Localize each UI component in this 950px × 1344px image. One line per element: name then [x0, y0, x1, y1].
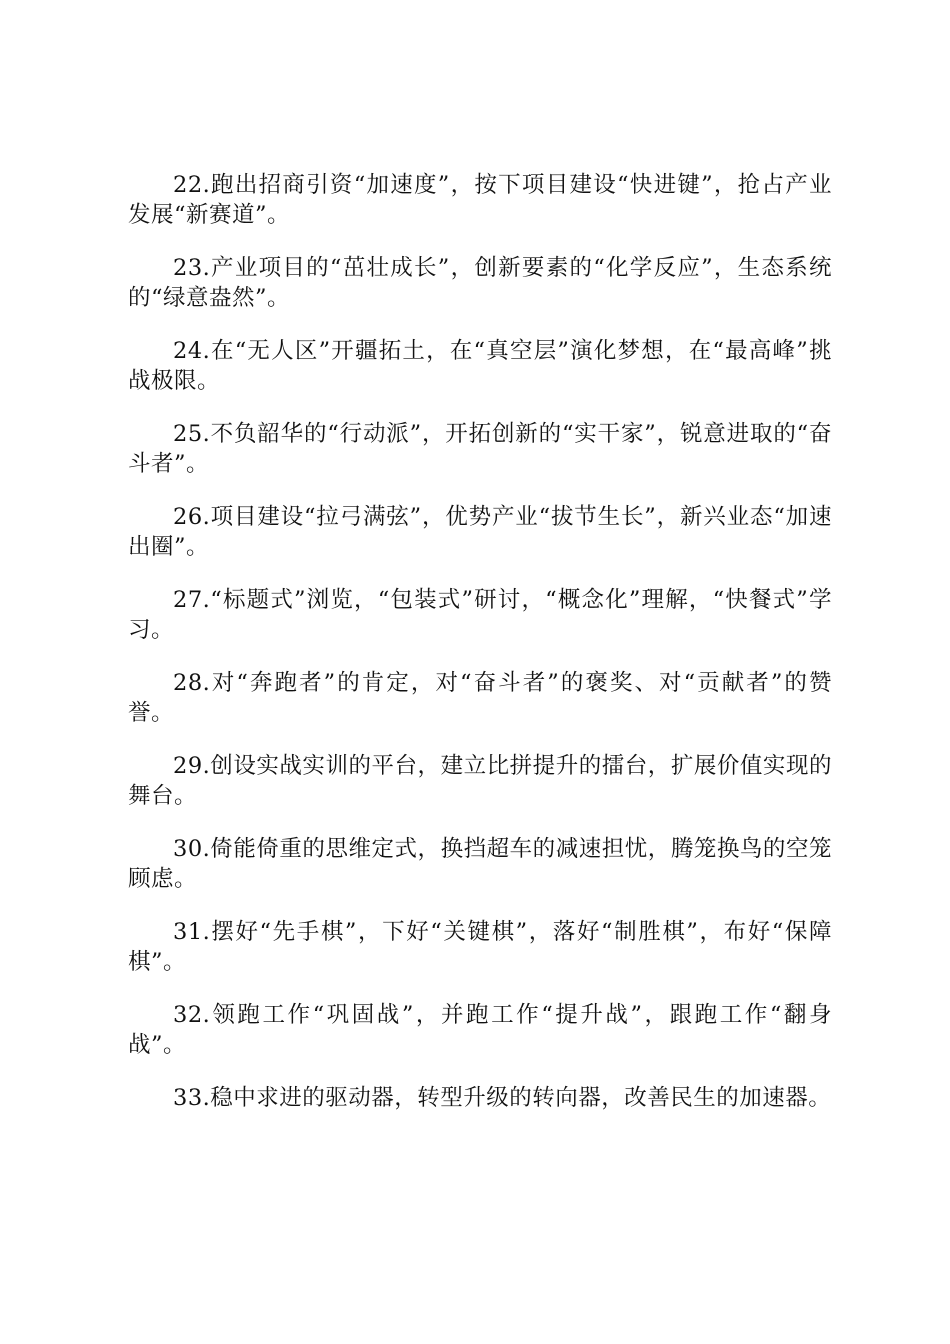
list-item-25: 25.不负韶华的“行动派”，开拓创新的“实干家”，锐意进取的“奋斗者”。: [128, 421, 832, 477]
document-body: [128, 170, 832, 1136]
list-item-24: 24.在“无人区”开疆拓土，在“真空层”演化梦想，在“最高峰”挑战极限。: [128, 338, 832, 394]
list-item-22: 22.跑出招商引资“加速度”，按下项目建设“快进键”，抢占产业发展“新赛道”。: [128, 172, 832, 228]
list-item-26: 26.项目建设“拉弓满弦”，优势产业“拔节生长”，新兴业态“加速出圈”。: [128, 504, 832, 560]
list-item-32: 32.领跑工作“巩固战”，并跑工作“提升战”，跟跑工作“翻身战”。: [128, 1002, 832, 1058]
list-item-28: 28.对“奔跑者”的肯定，对“奋斗者”的褒奖、对“贡献者”的赞誉。: [128, 670, 832, 726]
list-item-33: 33.稳中求进的驱动器，转型升级的转向器，改善民生的加速器。: [173, 1085, 832, 1111]
list-item-27: 27.“标题式”浏览，“包装式”研讨，“概念化”理解，“快餐式”学习。: [128, 587, 832, 643]
list-item-30: 30.倚能倚重的思维定式，换挡超车的减速担忧，腾笼换鸟的空笼顾虑。: [128, 836, 832, 892]
list-item-23: 23.产业项目的“茁壮成长”，创新要素的“化学反应”，生态系统的“绿意盎然”。: [128, 255, 832, 311]
list-item-29: 29.创设实战实训的平台，建立比拼提升的擂台，扩展价值实现的舞台。: [128, 753, 832, 809]
list-item-31: 31.摆好“先手棋”，下好“关键棋”，落好“制胜棋”，布好“保障棋”。: [128, 919, 832, 975]
